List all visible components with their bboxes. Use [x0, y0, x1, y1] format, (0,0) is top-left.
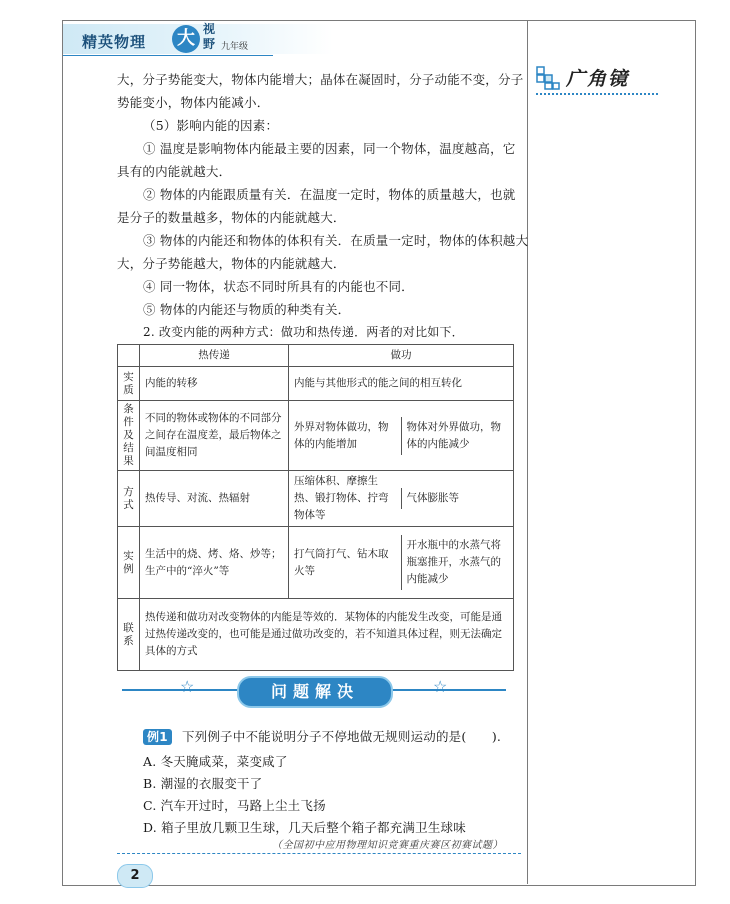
option-b: B. 潮湿的衣服变干了 [143, 776, 263, 791]
cell-work-a: 外界对物体做功，物体的内能增加 [294, 420, 389, 450]
col-header-heat: 热传递 [140, 345, 289, 367]
body-line: ④ 同一物体，状态不同时所具有的内能也不同． [143, 279, 414, 294]
table-corner [118, 345, 140, 367]
row-label: 条件及结果 [118, 401, 140, 471]
footer-dashed-rule [117, 853, 521, 854]
body-line: 是分子的数量越多，物体的内能就越大． [117, 210, 346, 225]
cell-heat: 不同的物体或物体的不同部分之间存在温度差，最后物体之间温度相同 [140, 401, 289, 471]
row-label: 实质 [118, 367, 140, 401]
comparison-table [117, 344, 514, 671]
cell-heat: 热传导、对流、热辐射 [140, 471, 289, 527]
cell-work-split [289, 471, 514, 527]
book-title-view-chars: 视野 [203, 22, 216, 51]
table-header-row [118, 345, 514, 367]
body-line: 大，分子势能越大，物体的内能就越大． [117, 256, 346, 271]
body-line: ⑤ 物体的内能还与物质的种类有关． [143, 302, 351, 317]
header-rule [63, 55, 273, 56]
cell-work-b: 气体膨胀等 [401, 488, 514, 509]
cell-relation: 热传递和做功对改变物体的内能是等效的．某物体的内能发生改变，可能是通过热传递改变的，也可能是通过做功改变的，若不知道具体过程，则无法确定具体的方式 [140, 599, 514, 671]
sidebar-title: 广角镜 [566, 68, 630, 90]
body-line: 具有的内能就越大． [117, 164, 232, 179]
option-a: A. 冬天腌咸菜，菜变咸了 [143, 754, 288, 769]
cell-work-a: 打气筒打气、钻木取火等 [294, 547, 389, 577]
cell-heat: 内能的转移 [140, 367, 289, 401]
cell-work-b: 物体对外界做功，物体的内能减少 [401, 417, 514, 455]
table-row [118, 367, 514, 401]
cell-work-a: 压缩体积、摩擦生热、锻打物体、拧弯物体等 [294, 475, 389, 521]
cell-heat: 生活中的烧、烤、烙、炒等；生产中的“淬火”等 [140, 527, 289, 599]
sidebar-divider [527, 20, 528, 884]
option-c: C. 汽车开过时，马路上尘土飞扬 [143, 798, 326, 813]
page-number: 2 [117, 864, 153, 888]
cell-work-b: 开水瓶中的水蒸气将瓶塞推开，水蒸气的内能减少 [401, 535, 514, 590]
table-row [118, 527, 514, 599]
example-tag: 例1 [143, 729, 172, 745]
body-line: （5）影响内能的因素： [143, 118, 279, 133]
book-title-big-char: 大 [172, 25, 200, 53]
sidebar-dotted-rule [536, 93, 658, 95]
example-question-line [143, 725, 501, 749]
body-line: ③ 物体的内能还和物体的体积有关．在质量一定时，物体的体积越大 [143, 233, 529, 248]
body-line: 大，分子势能变大，物体内能增大；晶体在凝固时，分子动能不变，分子 [117, 72, 524, 87]
body-line: 2. 改变内能的两种方式：做功和热传递．两者的对比如下． [143, 325, 464, 339]
table-row [118, 401, 514, 471]
example-question: 下列例子中不能说明分子不停地做无规则运动的是( ). [181, 729, 502, 744]
star-icon: ☆ [433, 677, 448, 696]
row-label: 方式 [118, 471, 140, 527]
cell-work: 内能与其他形式的能之间的相互转化 [289, 367, 514, 401]
cell-work-split [289, 401, 514, 471]
option-d: D. 箱子里放几颗卫生球，几天后整个箱子都充满卫生球味 [143, 820, 466, 835]
col-header-work: 做功 [289, 345, 514, 367]
star-icon: ☆ [180, 677, 195, 696]
row-label: 联系 [118, 599, 140, 671]
body-line: ① 温度是影响物体内能最主要的因素，同一个物体，温度越高，它 [143, 141, 516, 156]
section-title: 问题解决 [237, 676, 393, 708]
row-label: 实例 [118, 527, 140, 599]
cell-work-split [289, 527, 514, 599]
question-source: （全国初中应用物理知识竞赛重庆赛区初赛试题） [272, 840, 503, 851]
body-line: 势能变小，物体内能减小． [117, 95, 270, 110]
body-line: ② 物体的内能跟质量有关．在温度一定时，物体的质量越大，也就 [143, 187, 516, 202]
table-row [118, 471, 514, 527]
grade-label: 九年级 [221, 42, 249, 52]
book-title: 精英物理 [82, 33, 147, 51]
table-row [118, 599, 514, 671]
grid-squares-icon [536, 66, 560, 90]
